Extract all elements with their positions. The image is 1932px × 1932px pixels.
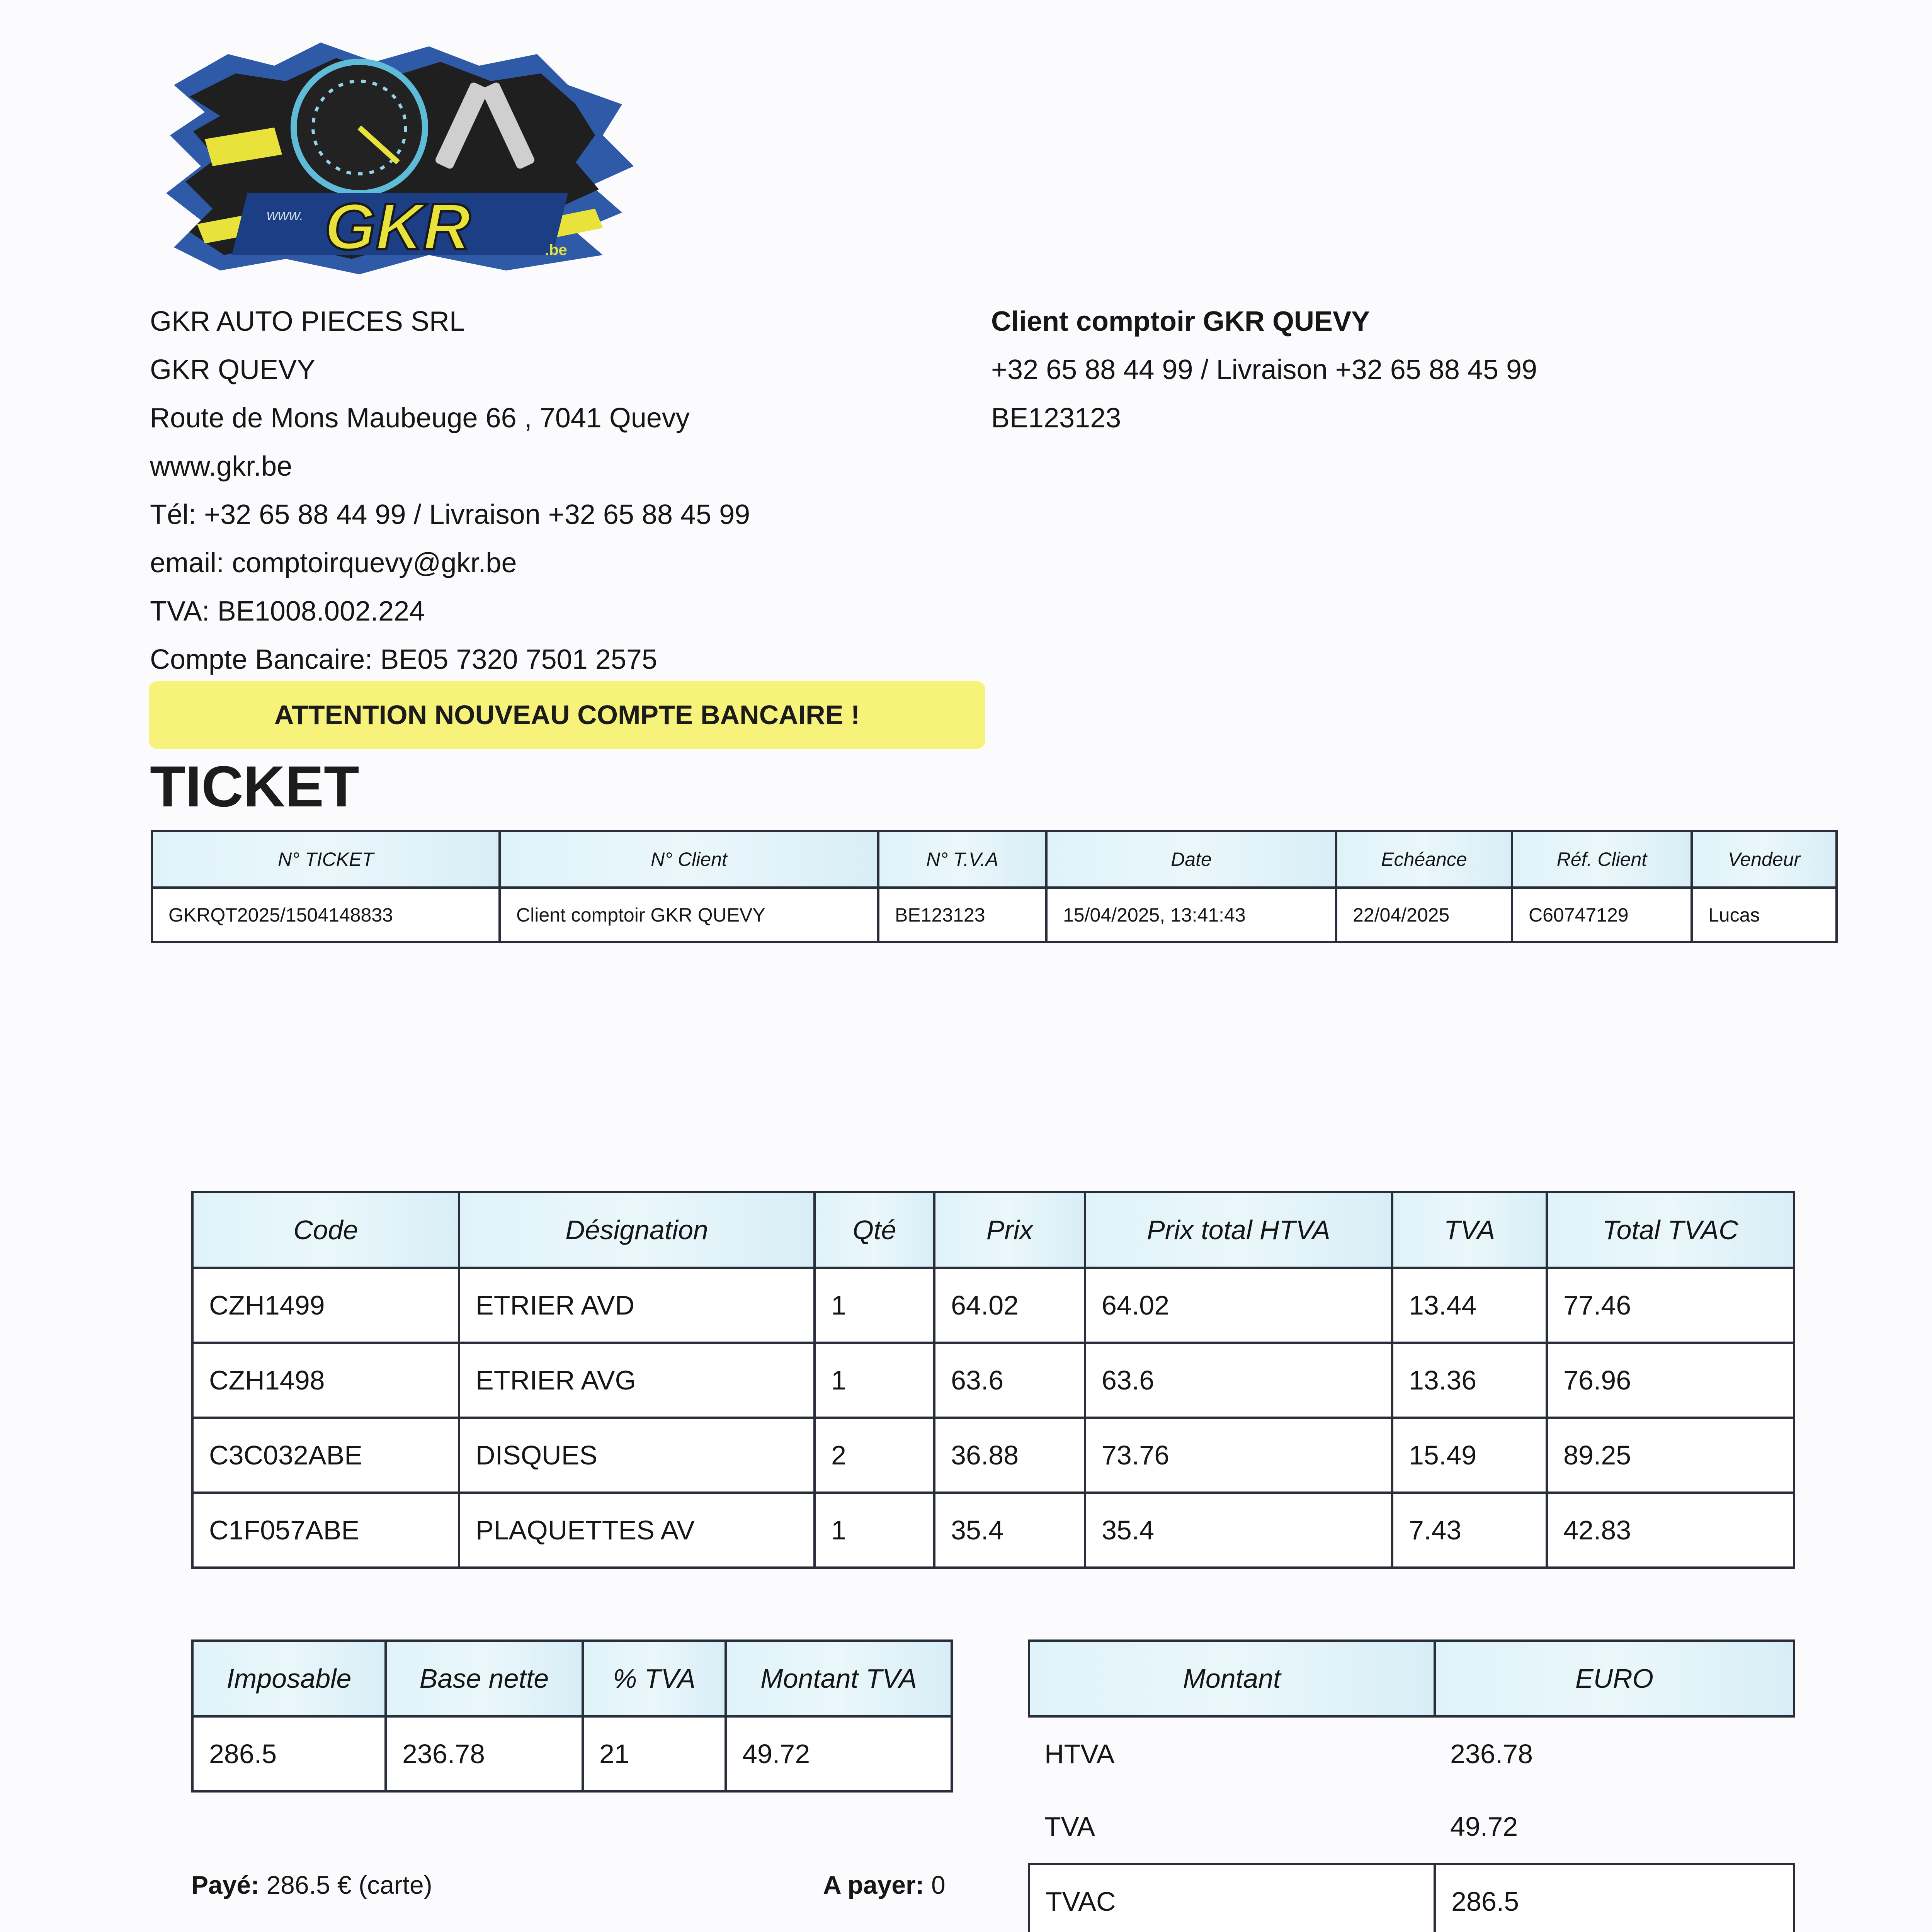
table-row — [192, 1418, 1794, 1493]
table-row — [192, 1716, 952, 1791]
company-vat: TVA: BE1008.002.224 — [150, 596, 425, 627]
company-info — [150, 298, 750, 684]
net-base: 236.78 — [386, 1716, 583, 1791]
client-phone: +32 65 88 44 99 / Livraison +32 65 88 45 99 — [991, 354, 1537, 385]
item-code: C1F057ABE — [192, 1493, 459, 1568]
header-designation: Désignation — [459, 1192, 815, 1268]
company-name: GKR AUTO PIECES SRL — [150, 306, 465, 337]
vat-amount: 49.72 — [726, 1716, 952, 1791]
item-code: CZH1498 — [192, 1343, 459, 1418]
logo-text: GKR — [325, 190, 471, 264]
header-total-tvac: Total TVAC — [1547, 1192, 1794, 1268]
header-due-date: Echéance — [1336, 831, 1512, 888]
logo-prefix: www. — [267, 207, 304, 224]
company-phone: Tél: +32 65 88 44 99 / Livraison +32 65 88 45 99 — [150, 499, 750, 530]
item-designation: ETRIER AVG — [459, 1343, 815, 1418]
header-code: Code — [192, 1192, 459, 1268]
item-tva: 13.36 — [1392, 1343, 1547, 1418]
item-total-htva: 35.4 — [1085, 1493, 1392, 1568]
company-branch: GKR QUEVY — [150, 354, 316, 385]
header-ticket-number: N° TICKET — [152, 831, 500, 888]
paid-value: 286.5 € (carte) — [266, 1871, 432, 1899]
vat-breakdown-table — [191, 1639, 953, 1793]
to-pay-label: A payer: — [823, 1871, 924, 1899]
table-row — [152, 888, 1837, 942]
table-header-row — [1029, 1641, 1794, 1716]
header-quantity: Qté — [815, 1192, 934, 1268]
item-quantity: 1 — [815, 1268, 934, 1343]
ticket-number: GKRQT2025/1504148833 — [152, 888, 500, 942]
item-total-tvac: 77.46 — [1547, 1268, 1794, 1343]
item-price: 63.6 — [934, 1343, 1085, 1418]
total-label-htva: HTVA — [1044, 1739, 1115, 1769]
item-total-htva: 64.02 — [1085, 1268, 1392, 1343]
company-bank-account: Compte Bancaire: BE05 7320 7501 2575 — [150, 644, 657, 675]
header-price: Prix — [934, 1192, 1085, 1268]
header-date: Date — [1046, 831, 1336, 888]
item-price: 64.02 — [934, 1268, 1085, 1343]
table-row — [192, 1343, 1794, 1418]
header-vat-number: N° T.V.A — [878, 831, 1046, 888]
client-ref: C60747129 — [1512, 888, 1692, 942]
header-vat-rate: % TVA — [583, 1641, 726, 1716]
item-price: 35.4 — [934, 1493, 1085, 1568]
item-designation: PLAQUETTES AV — [459, 1493, 815, 1568]
seller: Lucas — [1692, 888, 1837, 942]
item-tva: 7.43 — [1392, 1493, 1547, 1568]
taxable-amount: 286.5 — [192, 1716, 386, 1791]
ticket-date: 15/04/2025, 13:41:43 — [1046, 888, 1336, 942]
item-price: 36.88 — [934, 1418, 1085, 1493]
amount-due — [823, 1870, 946, 1900]
to-pay-value: 0 — [931, 1871, 946, 1899]
total-value-htva: 236.78 — [1450, 1739, 1533, 1769]
total-value-tvac: 286.5 — [1435, 1864, 1794, 1932]
table-header-row — [152, 831, 1837, 888]
item-quantity: 2 — [815, 1418, 934, 1493]
items-table — [191, 1191, 1795, 1569]
item-code: CZH1499 — [192, 1268, 459, 1343]
header-amount: Montant — [1029, 1641, 1435, 1716]
item-quantity: 1 — [815, 1493, 934, 1568]
header-taxable: Imposable — [192, 1641, 386, 1716]
totals-table — [1028, 1639, 1795, 1932]
due-date: 22/04/2025 — [1336, 888, 1512, 942]
header-euro: EURO — [1435, 1641, 1794, 1716]
item-total-tvac: 42.83 — [1547, 1493, 1794, 1568]
table-row — [192, 1493, 1794, 1568]
gkr-logo — [158, 39, 641, 278]
vat-number: BE123123 — [878, 888, 1046, 942]
item-quantity: 1 — [815, 1343, 934, 1418]
header-tva: TVA — [1392, 1192, 1547, 1268]
header-vat-amount: Montant TVA — [726, 1641, 952, 1716]
paid-label: Payé: — [191, 1871, 260, 1899]
company-website: www.gkr.be — [150, 451, 293, 482]
header-total-htva: Prix total HTVA — [1085, 1192, 1392, 1268]
company-email: email: comptoirquevy@gkr.be — [150, 548, 517, 578]
ticket-info-table — [151, 830, 1838, 943]
client-number: Client comptoir GKR QUEVY — [500, 888, 878, 942]
total-label-tvac: TVAC — [1029, 1864, 1435, 1932]
item-total-htva: 63.6 — [1085, 1343, 1392, 1418]
document-title: TICKET — [150, 754, 359, 819]
table-row — [1029, 1716, 1794, 1790]
company-address: Route de Mons Maubeuge 66 , 7041 Quevy — [150, 403, 690, 434]
item-total-tvac: 89.25 — [1547, 1418, 1794, 1493]
item-designation: ETRIER AVD — [459, 1268, 815, 1343]
total-label-tva: TVA — [1044, 1811, 1095, 1842]
total-value-tva: 49.72 — [1450, 1811, 1518, 1842]
header-seller: Vendeur — [1692, 831, 1837, 888]
item-code: C3C032ABE — [192, 1418, 459, 1493]
item-total-tvac: 76.96 — [1547, 1343, 1794, 1418]
header-client-number: N° Client — [500, 831, 878, 888]
item-tva: 13.44 — [1392, 1268, 1547, 1343]
header-net-base: Base nette — [386, 1641, 583, 1716]
item-designation: DISQUES — [459, 1418, 815, 1493]
client-info — [991, 298, 1537, 442]
paid-amount — [191, 1870, 432, 1900]
table-row — [1029, 1790, 1794, 1864]
client-vat: BE123123 — [991, 403, 1121, 434]
vat-rate: 21 — [583, 1716, 726, 1791]
client-name: Client comptoir GKR QUEVY — [991, 306, 1370, 337]
table-header-row — [192, 1192, 1794, 1268]
item-tva: 15.49 — [1392, 1418, 1547, 1493]
table-row — [1029, 1864, 1794, 1932]
header-client-ref: Réf. Client — [1512, 831, 1692, 888]
item-total-htva: 73.76 — [1085, 1418, 1392, 1493]
table-header-row — [192, 1641, 952, 1716]
table-row — [192, 1268, 1794, 1343]
bank-change-notice: ATTENTION NOUVEAU COMPTE BANCAIRE ! — [149, 681, 985, 749]
logo-suffix: .be — [545, 242, 567, 259]
